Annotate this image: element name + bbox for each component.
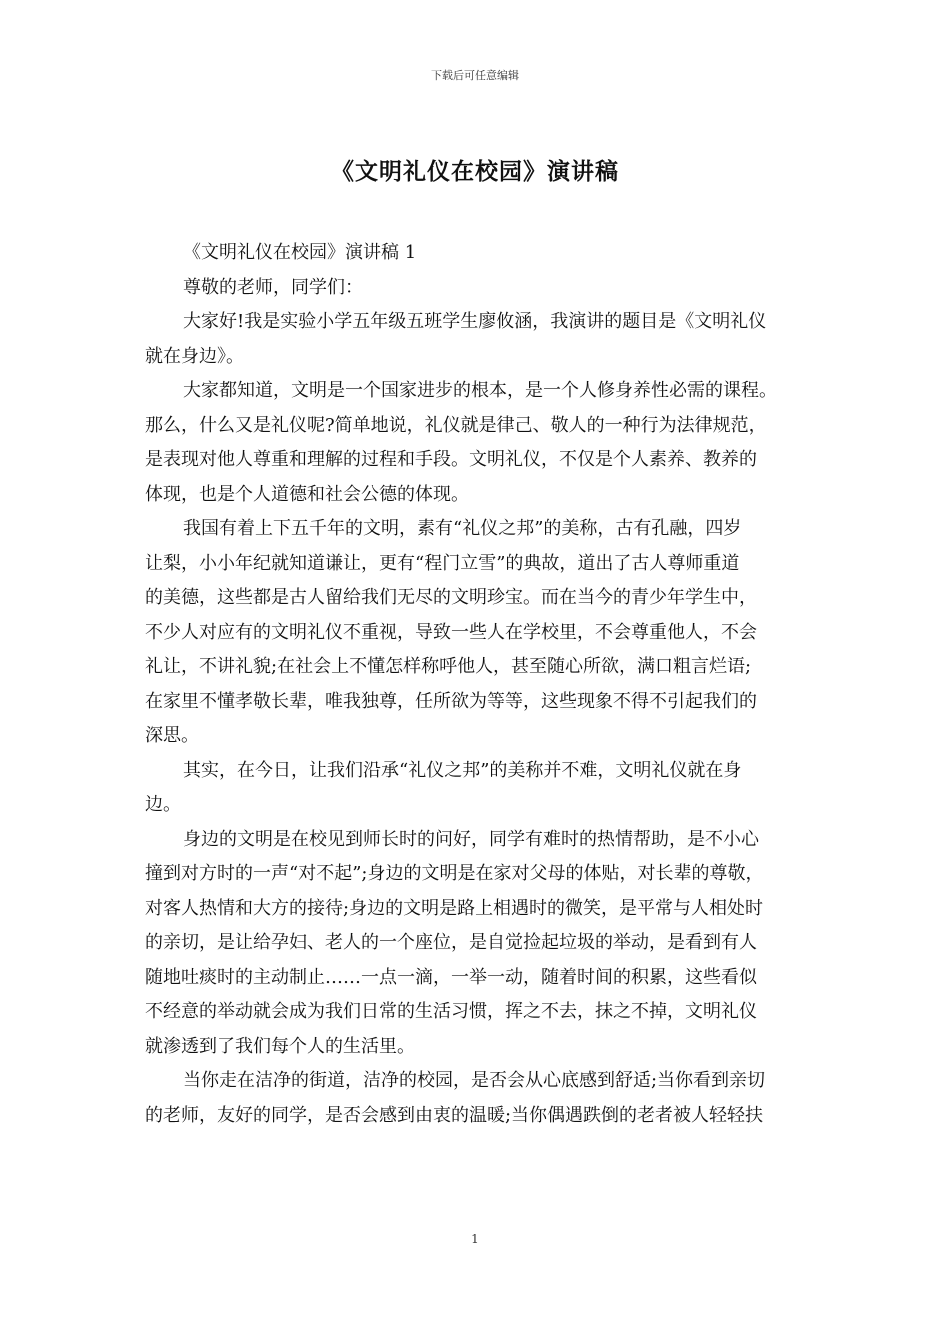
body-line: 深思。 bbox=[145, 725, 199, 746]
document-body bbox=[145, 236, 807, 1133]
body-line: 身边的文明是在校见到师长时的问好，同学有难时的热情帮助，是不小心 bbox=[183, 828, 759, 850]
body-line: 其实，在今日，让我们沿承“礼仪之邦”的美称并不难，文明礼仪就在身 bbox=[183, 759, 742, 781]
body-line: 就渗透到了我们每个人的生活里。 bbox=[145, 1035, 415, 1057]
body-line: 的美德，这些都是古人留给我们无尽的文明珍宝。而在当今的青少年学生中， bbox=[145, 587, 757, 608]
subtitle-line: 《文明礼仪在校园》演讲稿 1 bbox=[183, 242, 417, 263]
body-line: 随地吐痰时的主动制止……一点一滴，一举一动，随着时间的积累，这些看似 bbox=[145, 966, 757, 988]
document-title: 《文明礼仪在校园》演讲稿 bbox=[331, 158, 619, 185]
page-number: 1 bbox=[471, 1232, 479, 1246]
body-line: 大家都知道，文明是一个国家进步的根本，是一个人修身养性必需的课程。 bbox=[183, 380, 777, 401]
body-line: 礼让，不讲礼貌;在社会上不懂怎样称呼他人，甚至随心所欲，满口粗言烂语; bbox=[145, 656, 752, 677]
body-line: 不少人对应有的文明礼仪不重视，导致一些人在学校里，不会尊重他人，不会 bbox=[145, 621, 757, 643]
body-line: 我国有着上下五千年的文明，素有“礼仪之邦”的美称，古有孔融，四岁 bbox=[183, 518, 742, 539]
body-line: 让梨，小小年纪就知道谦让，更有“程门立雪”的典故，道出了古人尊师重道 bbox=[145, 552, 740, 574]
body-line: 在家里不懂孝敬长辈，唯我独尊，任所欲为等等，这些现象不得不引起我们的 bbox=[145, 690, 757, 712]
salutation-line: 尊敬的老师，同学们： bbox=[183, 276, 363, 298]
body-line: 对客人热情和大方的接待;身边的文明是路上相遇时的微笑，是平常与人相处时 bbox=[145, 897, 764, 919]
page-header: 下载后可任意编辑 bbox=[431, 69, 519, 82]
body-line: 的老师，友好的同学，是否会感到由衷的温暖;当你偶遇跌倒的老者被人轻轻扶 bbox=[145, 1104, 764, 1126]
body-line: 不经意的举动就会成为我们日常的生活习惯，挥之不去，抹之不掉，文明礼仪 bbox=[145, 1001, 757, 1022]
body-line: 大家好!我是实验小学五年级五班学生廖攸涵，我演讲的题目是《文明礼仪 bbox=[183, 311, 767, 332]
body-line: 那么，什么又是礼仪呢?简单地说，礼仪就是律己、敬人的一种行为法律规范， bbox=[145, 414, 767, 436]
body-line: 体现，也是个人道德和社会公德的体现。 bbox=[145, 483, 469, 505]
body-line: 当你走在洁净的街道，洁净的校园，是否会从心底感到舒适;当你看到亲切 bbox=[183, 1070, 766, 1091]
body-line: 撞到对方时的一声“对不起”;身边的文明是在家对父母的体贴，对长辈的尊敬， bbox=[145, 863, 764, 884]
body-line: 的亲切，是让给孕妇、老人的一个座位，是自觉捡起垃圾的举动，是看到有人 bbox=[145, 932, 757, 953]
body-line: 是表现对他人尊重和理解的过程和手段。文明礼仪，不仅是个人素养、教养的 bbox=[145, 449, 757, 470]
body-line: 就在身边》。 bbox=[145, 345, 244, 367]
body-line: 边。 bbox=[145, 794, 181, 815]
